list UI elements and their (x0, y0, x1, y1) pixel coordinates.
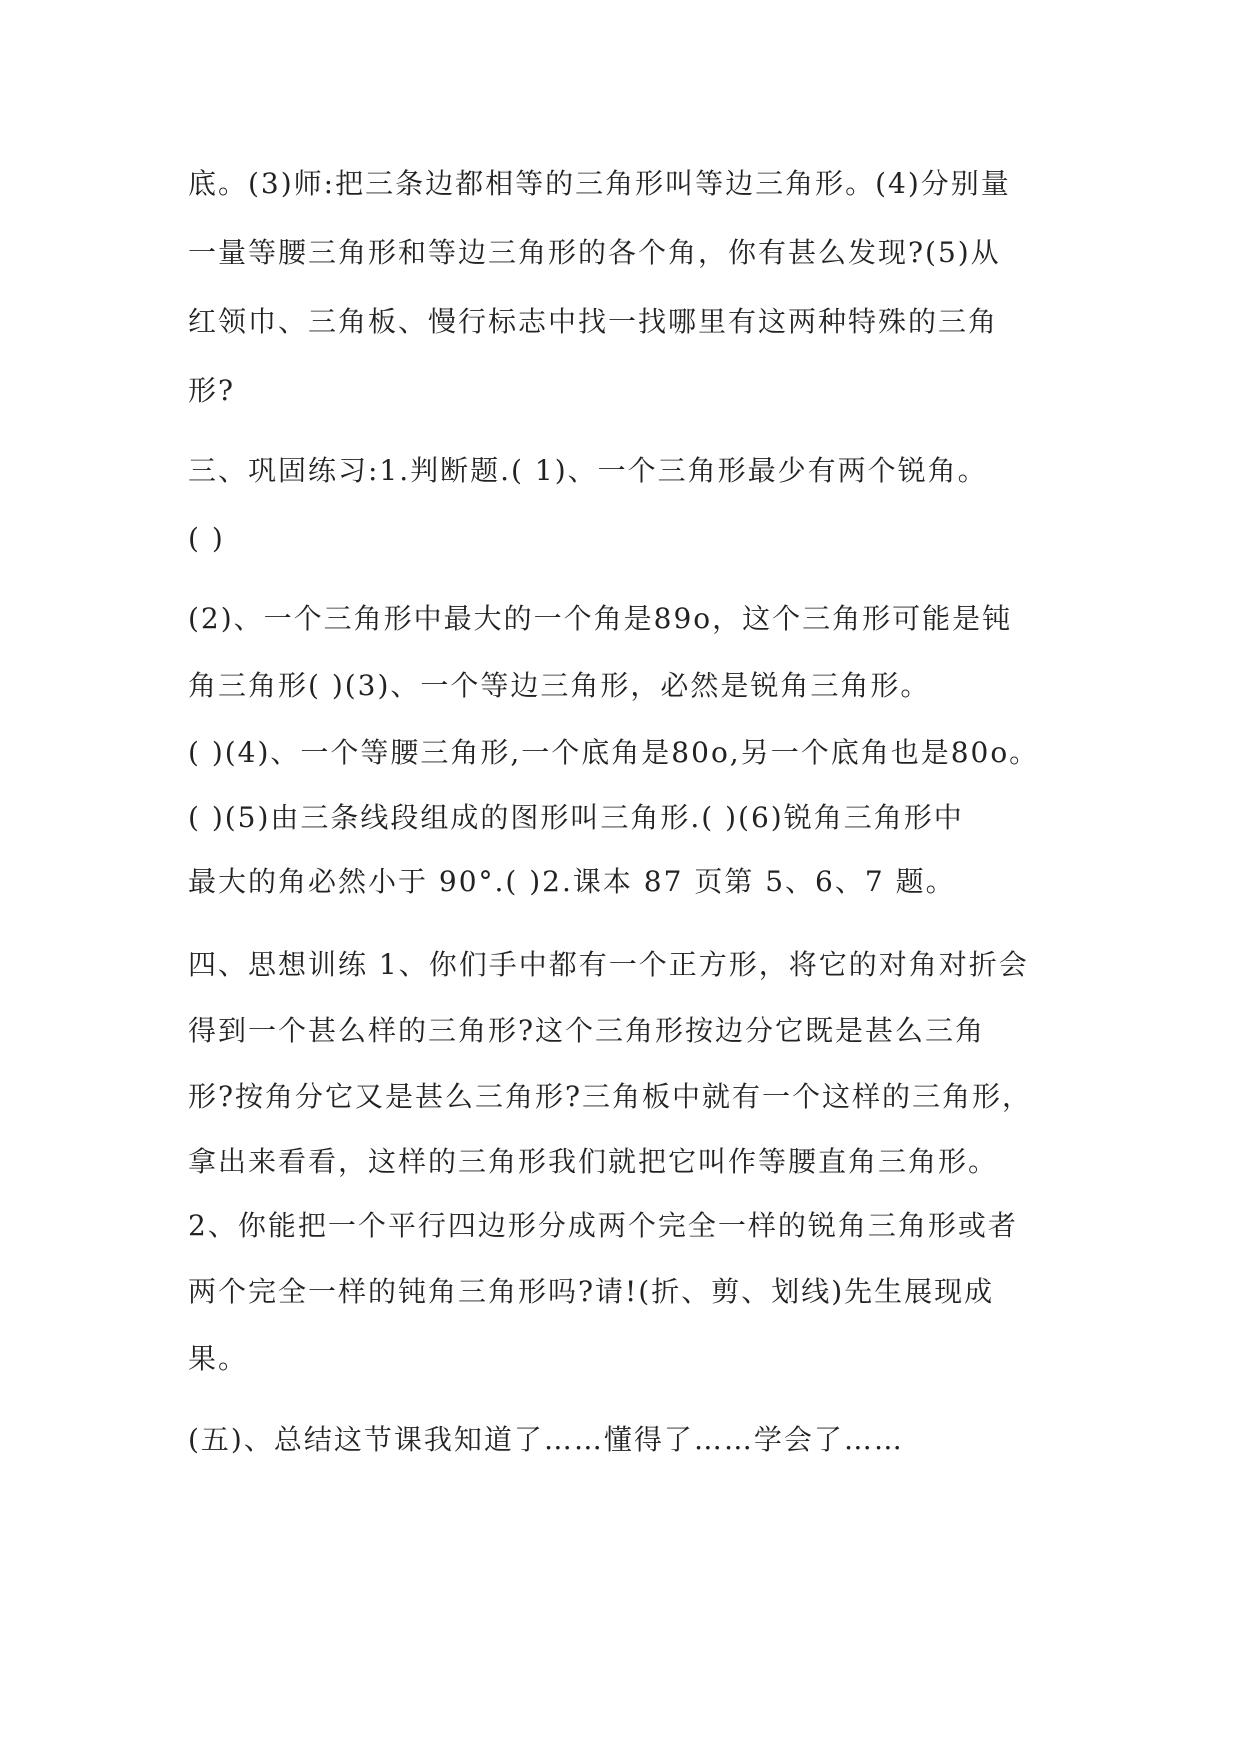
text-line: 两个完全一样的钝角三角形吗?请!(折、剪、划线)先生展现成 (188, 1275, 995, 1308)
text-line: (五)、总结这节课我知道了……懂得了……学会了…… (188, 1423, 904, 1456)
text-line: (2)、一个三角形中最大的一个角是89o，这个三角形可能是钝 (188, 602, 1013, 635)
text-line: 2、你能把一个平行四边形分成两个完全一样的锐角三角形或者 (188, 1209, 1018, 1242)
text-line: 最大的角必然小于 90°.( )2.课本 87 页第 5、6、7 题。 (188, 865, 956, 898)
text-line: 形?按角分它又是甚么三角形?三角板中就有一个这样的三角形， (188, 1080, 1033, 1113)
text-line: 果。 (188, 1342, 249, 1375)
text-line: ( ) (188, 522, 225, 555)
text-line: 得到一个甚么样的三角形?这个三角形按边分它既是甚么三角 (188, 1014, 986, 1047)
text-line: 一量等腰三角形和等边三角形的各个角，你有甚么发现?(5)从 (188, 236, 1001, 269)
text-line: ( )(5)由三条线段组成的图形叫三角形.( )(6)锐角三角形中 (188, 801, 964, 834)
text-line: 三、巩固练习:1.判断题.( 1)、一个三角形最少有两个锐角。 (188, 454, 988, 487)
text-line: 形? (188, 374, 236, 407)
text-line: 角三角形( )(3)、一个等边三角形，必然是锐角三角形。 (188, 669, 931, 702)
text-line: 拿出来看看，这样的三角形我们就把它叫作等腰直角三角形。 (188, 1145, 999, 1178)
text-line: 底。(3)师:把三条边都相等的三角形叫等边三角形。(4)分别量 (188, 167, 1011, 200)
text-line: 四、思想训练 1、你们手中都有一个正方形，将它的对角对折会 (188, 948, 1029, 981)
text-line: 红领巾、三角板、慢行标志中找一找哪里有这两种特殊的三角 (188, 305, 999, 338)
text-line: ( )(4)、一个等腰三角形,一个底角是80o,另一个底角也是80o。 (188, 736, 1040, 769)
